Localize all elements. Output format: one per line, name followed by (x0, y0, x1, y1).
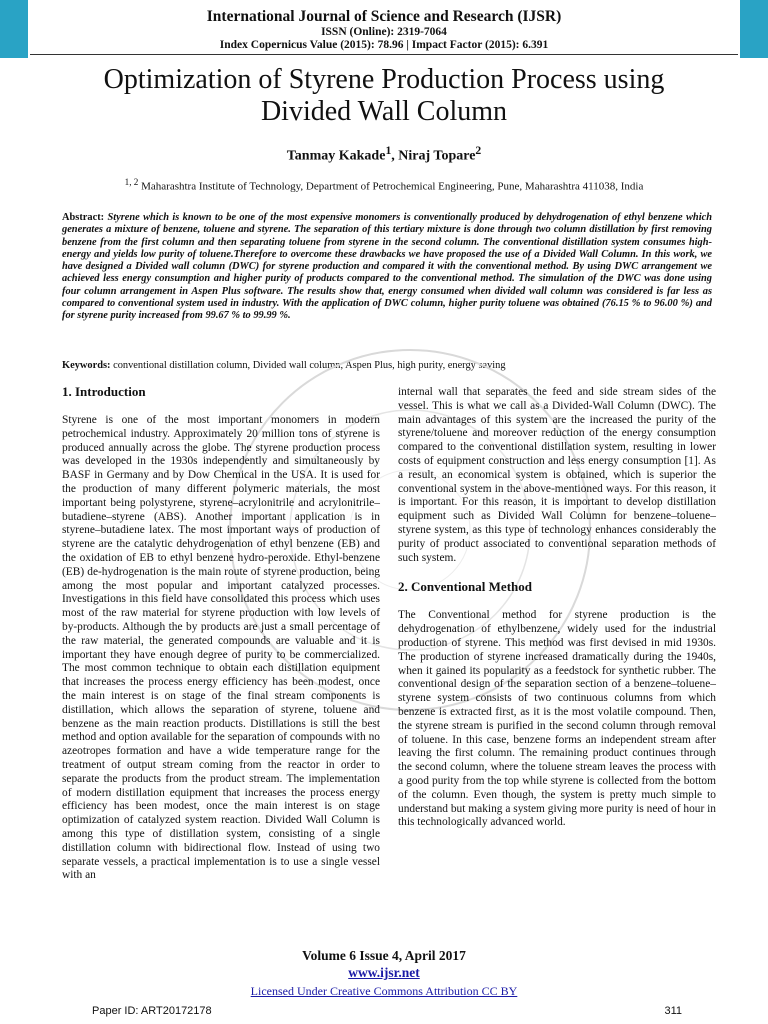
author-separator: , (391, 148, 399, 164)
page-footer (40, 948, 728, 1000)
introduction-paragraph-continued: internal wall that separates the feed and side stream sides of the vessel. This is what we call as a Divided-Wall Column (DWC). The main advantages of this system are the increased the purity of the styrene/toluene and moreover reduction of the energy consumption compared to the conventional distillation system, resulting in lower costs of equipment construction and less energy consumption [1]. As a result, an economical system is obtained, which is superior the conventional system in the above-mentioned ways. For this reason, it is important. For this reason, it is important to develop distillation equipment such as Divided Wall Column for benzene–toluene–styrene system, as this type of technology enhances considerably the purity of product associated to conventional separation methods of such system. (398, 386, 716, 564)
header-divider (30, 54, 738, 55)
abstract-text: Styrene which is known to be one of the most expensive monomers is conventionally produced by dehydrogenation of ethyl benzene which generates a mixture of benzene, toluene and styrene. The separation of this tertiary mixture is done through two column distillation by first removing benzene from the first column and then separating toluene from styrene in the second column. The conventional distillation system consumes high-energy and yields low purity of toluene.Therefore to overcome these drawbacks we have proposed the use of a Divided Wall Column. In this work, we have designed a Divided wall column (DWC) for styrene production and compared it with the conventional method. By using DWC arrangement we achieved less energy consumption and higher purity of products compared to the conventional method. The simulation of the DWC was done using four column arrangement in Aspen Plus software. The results show that, energy consumed when divided wall column was considered is far less as compared to conventional system used in industry. With the application of DWC column, higher purity toluene was obtained (76.15 % to 96.00 %) and for styrene purity increased from 99.67 % to 99.99 %. (62, 212, 712, 322)
journal-header (40, 8, 728, 52)
abstract-label: Abstract: (62, 212, 108, 223)
journal-issn: ISSN (Online): 2319-7064 (321, 26, 447, 38)
license-link[interactable]: Licensed Under Creative Commons Attribution CC BY (250, 984, 518, 998)
author-name: Niraj Topare (398, 148, 476, 164)
abstract (62, 212, 712, 323)
conventional-method-paragraph: The Conventional method for styrene production is the dehydrogenation of ethylbenzene, widely used for the industrial production of styrene. This method was first devised in mid 1930s. The production of styrene increased dramatically during the 1940s, when it gained its popularity as a feedstock for synthetic rubber. The conventional design of the separation section of a benzene–toluene–styrene system consists of two continuous columns from which benzene is extracted first, as it is the most volatile compound. Then, the styrene stream is purified in the second column through removal of toluene. In this case, benzene forms an independent stream after leaving the first column. The remaining product continues through the second column, where the toluene stream leaves the process with a good purity from the top while styrene is collected from the bottom of the column. Even though, the system is pretty much simple to understand but making a system giving more purity is need of hour in this technologically advanced world. (398, 609, 716, 829)
paper-id: Paper ID: ART20172178 (92, 1005, 212, 1017)
paper-title (40, 64, 728, 128)
paper-title-line-2: Divided Wall Column (260, 96, 508, 127)
volume-issue-line: Volume 6 Issue 4, April 2017 (302, 948, 466, 963)
author-list (40, 144, 728, 165)
header-accent-bar-right (740, 0, 768, 58)
journal-website-link[interactable]: www.ijsr.net (348, 965, 420, 980)
keywords (62, 360, 712, 371)
right-column (398, 386, 716, 840)
journal-index-line: Index Copernicus Value (2015): 78.96 | Impact Factor (2015): 6.391 (219, 39, 549, 51)
keywords-text: conventional distillation column, Divided wall column, Aspen Plus, high purity, energy saving (110, 360, 506, 371)
affiliation (40, 177, 728, 193)
header-accent-bar-left (0, 0, 28, 58)
page-number: 311 (664, 1005, 682, 1017)
paper-title-line-1: Optimization of Styrene Production Process using (103, 64, 665, 95)
keywords-label: Keywords: (62, 360, 111, 371)
affiliation-text: Maharashtra Institute of Technology, Department of Petrochemical Engineering, Pune, Maharashtra 411038, India (138, 180, 644, 193)
left-column (62, 384, 380, 893)
introduction-paragraph: Styrene is one of the most important monomers in modern petrochemical industry. Approximately 20 million tons of styrene is produced annually across the globe. The styrene production process was developed in the 1930s independently and simultaneously by BASF in Germany and by Dow Chemical in the USA. It is used for the production of many different polymeric materials, the most important being polystyrene, styrene–acrylonitrile and acrylonitrile–butadiene–styrene (ABS). Another important application is in styrene–butadiene latex. The most important ways of production of styrene are the catalytic dehydrogenation of ethyl benzene (EB) and the oxidation of EB to ethyl benzene hydro-peroxide. Ethyl-benzene (EB) de-hydrogenation is the main route of styrene production, being among the most popular and important catalyzed processes. Investigations in this field have consolidated this process which uses most of the raw material for styrene production with low levels of by-products. Although the by products are just a small percentage of the raw material, the generated compounds are valuable and it is important they have enough degree of purity to be commercialized. The most common technique to obtain each distillation equipment that increases the process energy efficiency has been modest, once the main interest is on stage of the final stream components is distillation, which allows the separation of styrene, toluene and benzene as the main reaction products. Distillations is still the best method and option available for the separation of compounds with no azeotropes formation and have a wide temperature range for the treatment of output stream coming from the reactor in order to separate the products from the product stream. The implementation of modern distillation equipment that increases the process energy efficiency has been modest, once the main interest is on stage optimization of catalyzed system reaction. Divided Wall Column is among this type of distillation system, consisting of a single distillation column with bidirectional flow. Instead of using two separate vessels, a practical implementation is to use a single vessel with an (62, 414, 380, 882)
author-name: Tanmay Kakade (286, 148, 386, 164)
introduction-heading: 1. Introduction (62, 384, 146, 399)
journal-name: International Journal of Science and Research (IJSR) (206, 8, 562, 25)
author-affiliation-mark: 2 (475, 144, 482, 157)
affiliation-mark: 1, 2 (124, 177, 139, 187)
author-affiliation-mark: 1 (385, 144, 392, 157)
conventional-method-heading: 2. Conventional Method (398, 579, 532, 595)
